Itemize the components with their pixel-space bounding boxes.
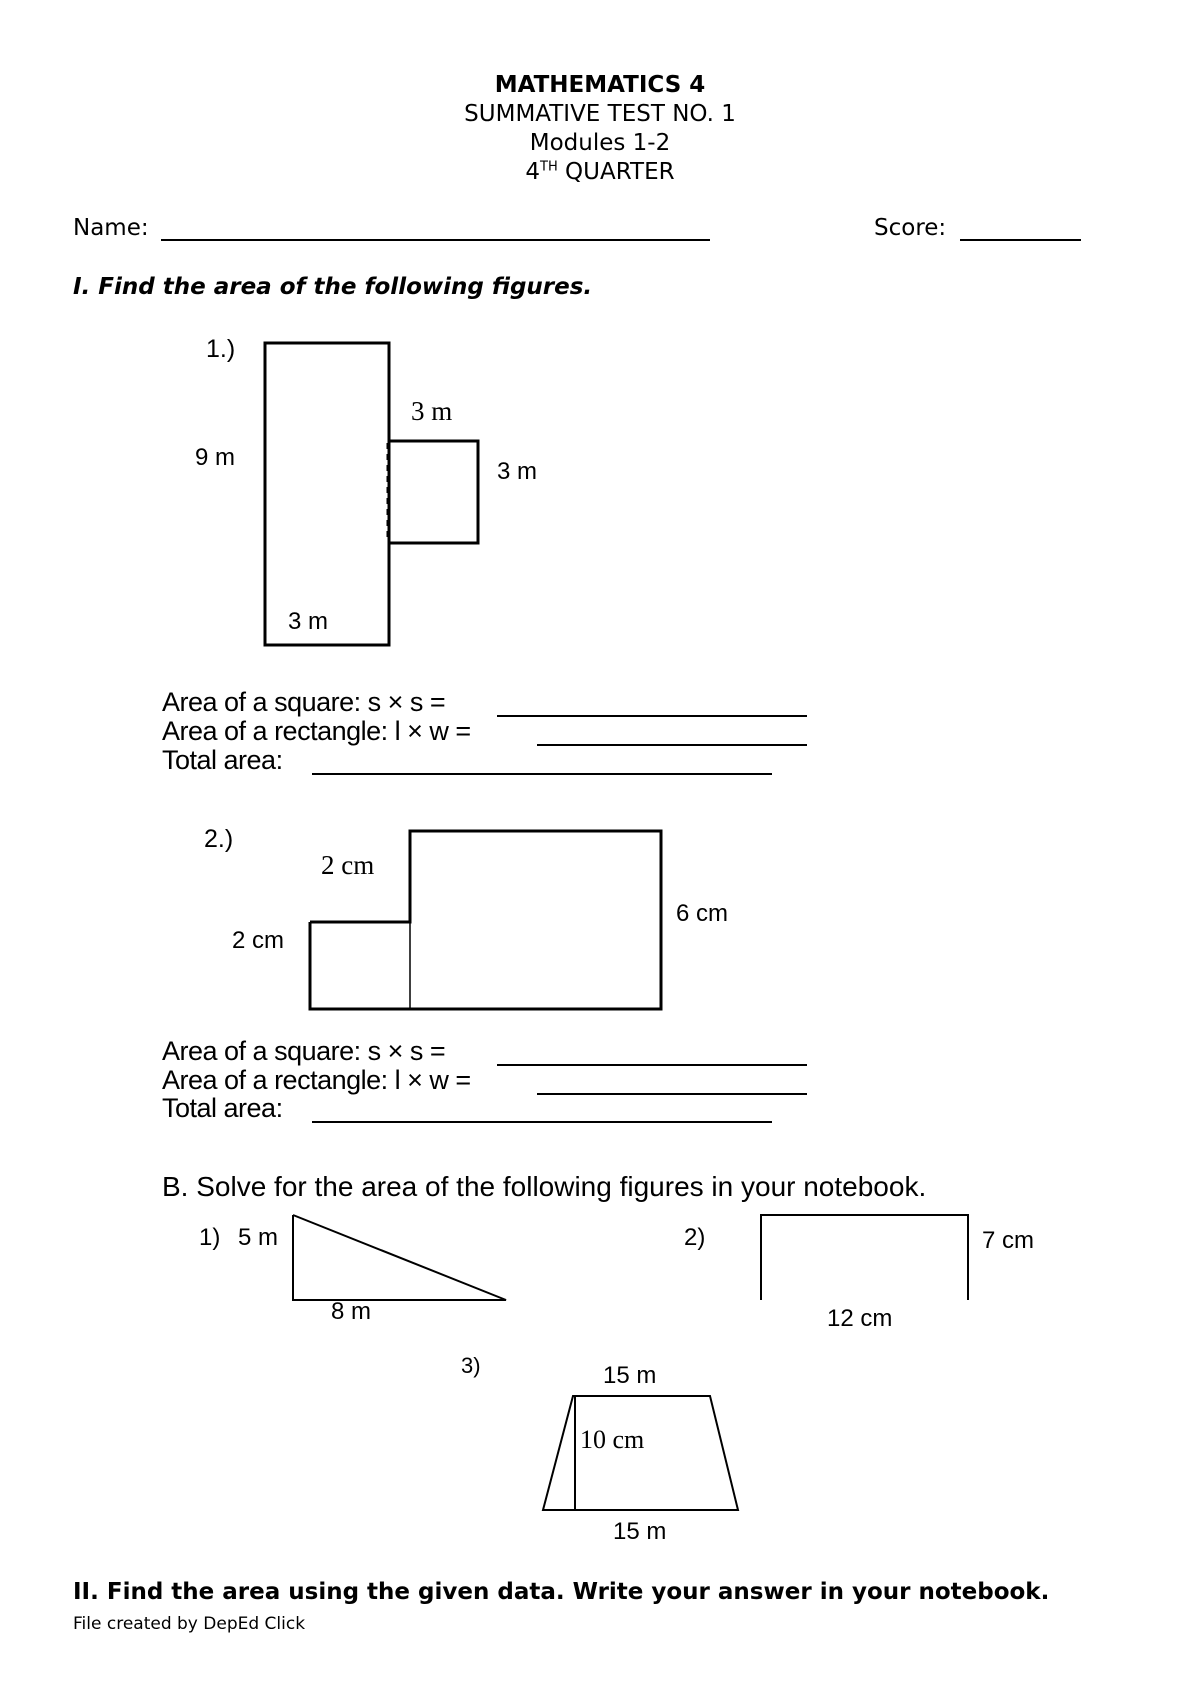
fig2-step-label: 2 cm xyxy=(321,850,375,880)
test-title: SUMMATIVE TEST NO. 1 xyxy=(464,101,736,127)
partb-fig1-height-label: 5 m xyxy=(238,1224,279,1251)
fig2-rectangle-label: Area of a rectangle: l × w = xyxy=(162,1065,471,1095)
part1-title: I. Find the area of the following figures. xyxy=(73,274,593,300)
fig2-left-label: 2 cm xyxy=(232,927,285,954)
footer-credit: File created by DepEd Click xyxy=(73,1614,306,1634)
fig1-rectangle-answer[interactable] xyxy=(537,744,807,746)
fig2-total-label: Total area: xyxy=(162,1093,283,1123)
quarter-superscript: TH xyxy=(540,159,558,175)
partb-title: B. Solve for the area of the following figures in your notebook. xyxy=(162,1171,927,1202)
partb-fig2-base-label: 12 cm xyxy=(827,1305,893,1332)
fig1-right-label: 3 m xyxy=(497,458,538,485)
fig1-square-answer[interactable] xyxy=(497,715,807,717)
fig1-number: 1.) xyxy=(206,335,236,363)
fig1-left-label: 9 m xyxy=(195,444,236,471)
fig2-square-answer[interactable] xyxy=(497,1064,807,1066)
fig2-square-label: Area of a square: s × s = xyxy=(162,1036,446,1066)
fig1-square xyxy=(388,441,478,543)
partb-fig2-height-label: 7 cm xyxy=(982,1227,1035,1254)
partb-fig3-number: 3) xyxy=(461,1353,481,1378)
partb-fig1-base-label: 8 m xyxy=(331,1298,372,1325)
partb-fig1-triangle xyxy=(293,1215,506,1300)
quarter-word: QUARTER xyxy=(557,159,675,185)
fig1-top-step-label: 3 m xyxy=(411,396,453,426)
quarter-number: 4 xyxy=(525,159,541,185)
fig1-rectangle xyxy=(265,343,389,645)
partb-fig3-top-label: 15 m xyxy=(603,1362,657,1389)
fig2-number: 2.) xyxy=(204,825,234,853)
fig1-square-label: Area of a square: s × s = xyxy=(162,687,446,717)
partb-fig2-number: 2) xyxy=(684,1224,706,1251)
fig1-bottom-label: 3 m xyxy=(288,608,329,635)
partb-fig1-number: 1) xyxy=(199,1224,221,1251)
subject-title: MATHEMATICS 4 xyxy=(494,72,706,98)
fig1-total-answer[interactable] xyxy=(312,773,772,775)
partb-fig2-rectangle xyxy=(761,1215,968,1300)
fig2-rectangle-answer[interactable] xyxy=(537,1093,807,1095)
modules-label: Modules 1-2 xyxy=(529,130,671,156)
fig1-shape xyxy=(265,343,478,645)
fig1-total-label: Total area: xyxy=(162,745,283,775)
partb-fig3-bottom-label: 15 m xyxy=(613,1518,667,1545)
part2-title: II. Find the area using the given data. Write your answer in your notebook. xyxy=(73,1579,1050,1605)
name-label: Name: xyxy=(73,215,149,241)
fig1-rectangle-label: Area of a rectangle: l × w = xyxy=(162,716,471,746)
fig2-right-label: 6 cm xyxy=(676,900,729,927)
fig2-total-answer[interactable] xyxy=(312,1121,772,1123)
partb-fig3-height-label: 10 cm xyxy=(580,1425,645,1454)
score-label: Score: xyxy=(874,215,947,241)
